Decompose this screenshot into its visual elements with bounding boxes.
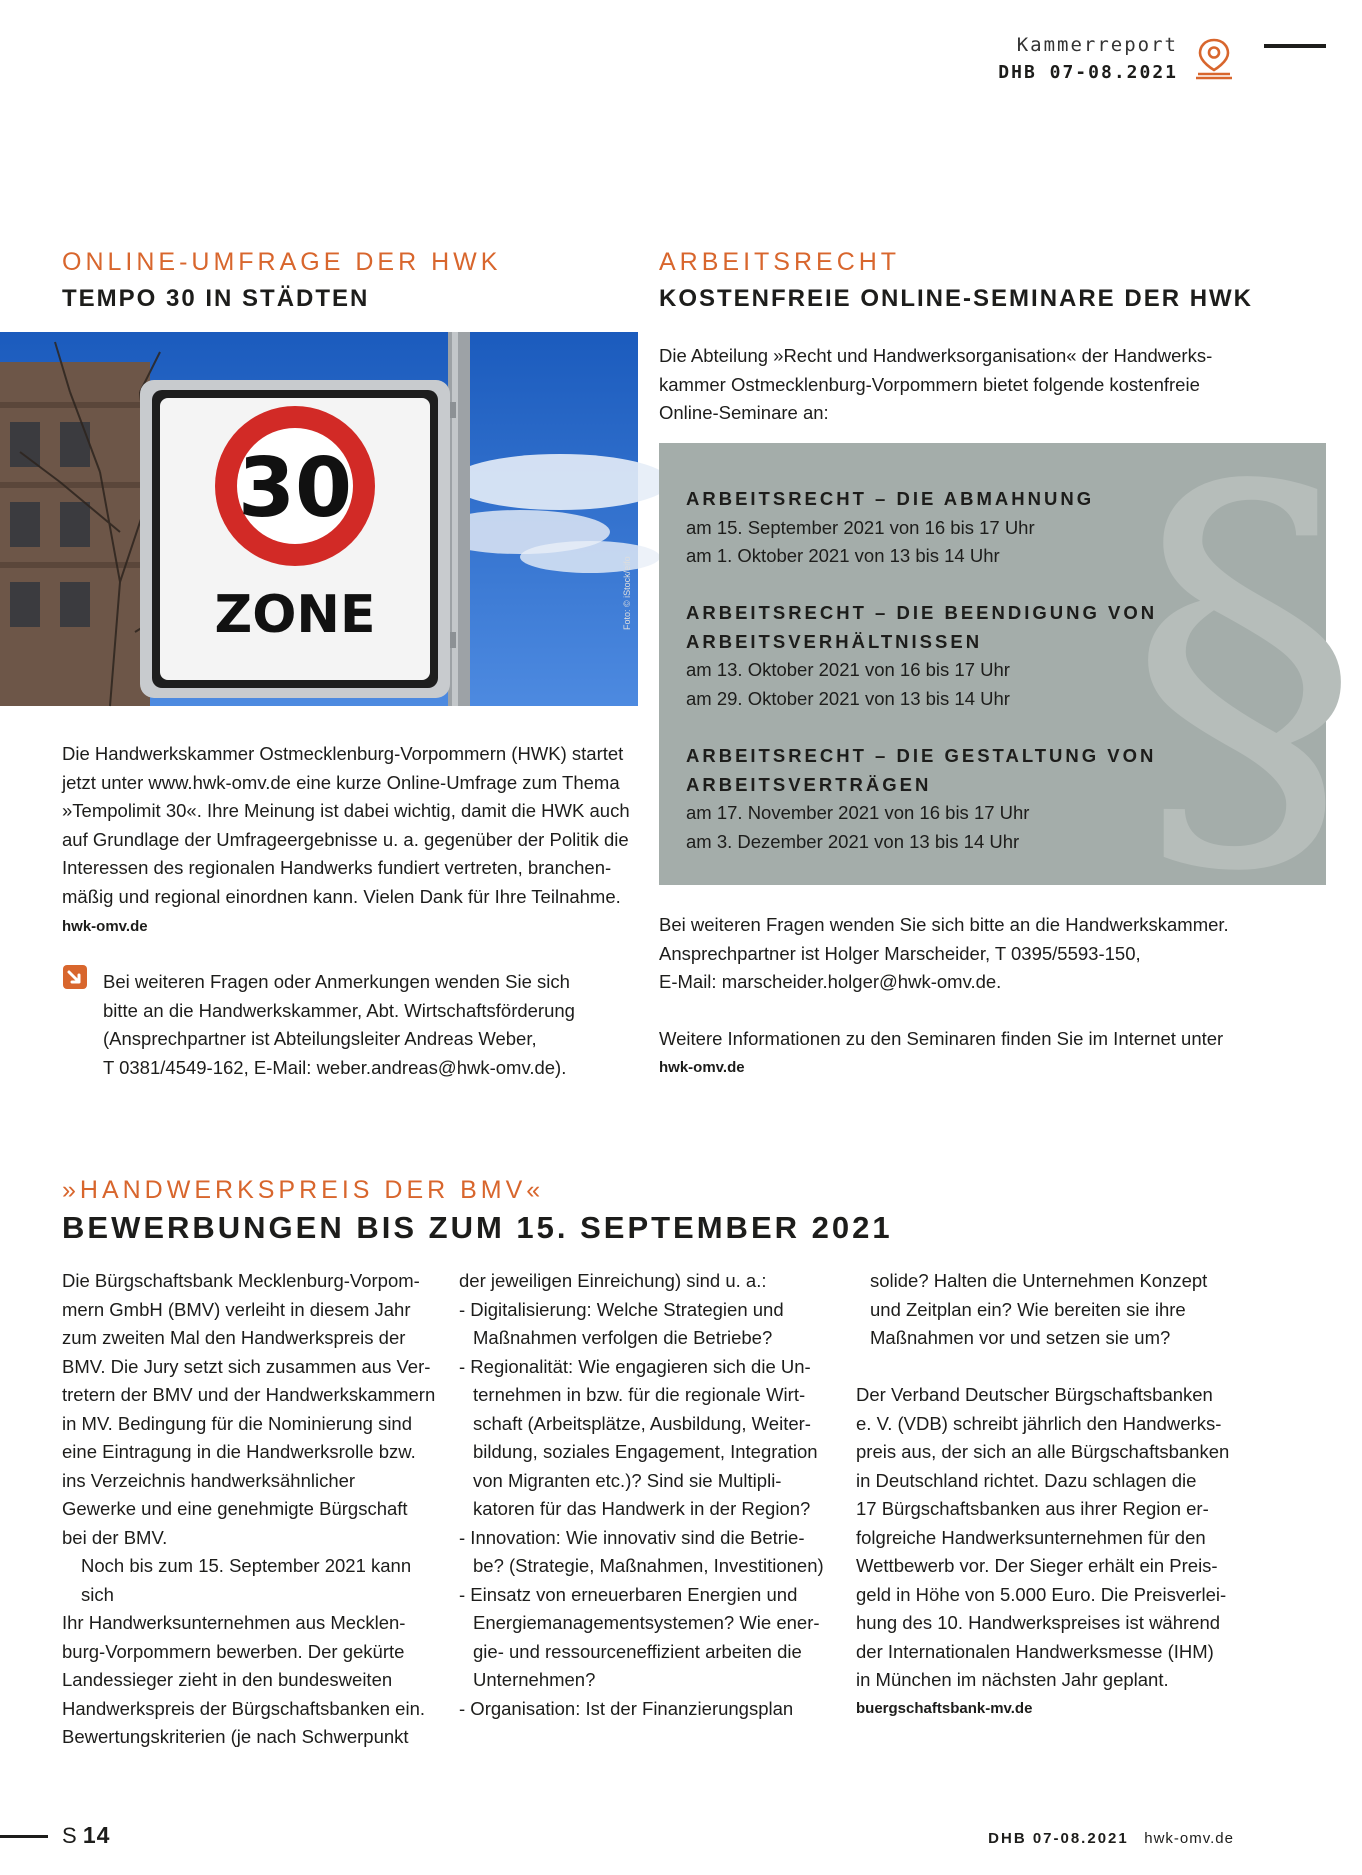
bottom-link[interactable]: buergschaftsbank-mv.de: [856, 1699, 1033, 1717]
criteria-list: [459, 1296, 839, 1724]
text-line: in Deutschland richtet. Dazu schlagen die: [856, 1469, 1197, 1491]
list-line: - Einsatz von erneuerbaren Energien und: [459, 1583, 798, 1605]
text-line: solide? Halten die Unternehmen Konzept: [870, 1270, 1208, 1291]
body-line: »Tempolimit 30«. Ihre Meinung ist dabei wichtig, damit die HWK auch: [62, 800, 630, 821]
seminar-date: am 17. November 2021 von 16 bis 17 Uhr: [686, 802, 1030, 823]
text-line: tretern der BMV und der Handwerkskammern: [62, 1384, 436, 1405]
list-item: [459, 1353, 839, 1524]
text-line: der Internationalen Handwerksmesse (IHM): [856, 1640, 1214, 1662]
footer-rule: [0, 1835, 48, 1838]
list-line: - Innovation: Wie innovativ sind die Betrie-: [459, 1526, 805, 1548]
list-line: bildung, soziales Engagement, Integration: [473, 1441, 818, 1462]
seminar-1: [686, 485, 1094, 571]
text-line: bei der BMV.: [62, 1526, 168, 1548]
right-kicker: ARBEITSRECHT: [659, 248, 901, 276]
footer-issue: [988, 1830, 1234, 1847]
footer-site[interactable]: hwk-omv.de: [1144, 1830, 1234, 1847]
left-link[interactable]: hwk-omv.de: [62, 918, 148, 935]
text-line: preis aus, der sich an alle Bürgschaftsbanken: [856, 1441, 1230, 1462]
seminar-date: am 1. Oktober 2021 von 13 bis 14 Uhr: [686, 545, 1000, 566]
seminar-date: am 3. Dezember 2021 von 13 bis 14 Uhr: [686, 830, 1020, 852]
list-line: von Migranten etc.)? Sind sie Multipli-: [473, 1469, 782, 1491]
note-line: (Ansprechpartner ist Abteilungsleiter Andreas Weber,: [103, 1028, 537, 1049]
body-line: Interessen des regionalen Handwerks fundiert vertreten, branchen-: [62, 857, 612, 878]
list-line: katoren für das Handwerk in der Region?: [473, 1498, 811, 1519]
seminar-3: [686, 742, 1156, 856]
list-line: - Regionalität: Wie engagieren sich die Un-: [459, 1355, 811, 1377]
text-line: BMV. Die Jury setzt sich zusammen aus Ver-: [62, 1355, 431, 1377]
body-line: auf Grundlage der Umfrageergebnisse u. a. gegenüber der Politik die: [62, 828, 629, 850]
text-line: e. V. (VDB) schreibt jährlich den Handwerks-: [856, 1412, 1222, 1434]
footer-issue-label: DHB 07-08.2021: [988, 1830, 1129, 1847]
issue-label: DHB 07-08.2021: [998, 62, 1178, 83]
contact-line: Ansprechpartner ist Holger Marscheider, T 0395/5593-150,: [659, 942, 1141, 964]
text-line: mern GmbH (BMV) verleiht in diesem Jahr: [62, 1298, 411, 1320]
note-line: bitte an die Handwerkskammer, Abt. Wirtschaftsförderung: [103, 999, 575, 1021]
list-line: be? (Strategie, Maßnahmen, Investitionen): [473, 1555, 824, 1576]
seminar-title: ARBEITSRECHT – DIE ABMAHNUNG: [686, 488, 1095, 509]
text-line: in München im nächsten Jahr geplant.: [856, 1669, 1169, 1690]
seminar-title: ARBEITSRECHT – DIE GESTALTUNG VON: [686, 745, 1157, 766]
text-line: Ihr Handwerksunternehmen aus Mecklen-: [62, 1612, 406, 1633]
intro-line: Die Abteilung »Recht und Handwerksorganisation« der Handwerks-: [659, 345, 1213, 366]
left-kicker: ONLINE-UMFRAGE DER HWK: [62, 248, 502, 276]
text-line: Gewerke und eine genehmigte Bürgschaft: [62, 1498, 408, 1519]
list-line: Unternehmen?: [473, 1669, 596, 1690]
spacer: [856, 1353, 1256, 1382]
page-number: [62, 1822, 110, 1849]
text-line: zum zweiten Mal den Handwerkspreis der: [62, 1327, 406, 1348]
arrow-down-right-icon: [63, 965, 87, 989]
seminar-date: am 13. Oktober 2021 von 16 bis 17 Uhr: [686, 659, 1010, 680]
left-headline: TEMPO 30 IN STÄDTEN: [62, 285, 370, 312]
text-line: 17 Bürgschaftsbanken aus ihrer Region er-: [856, 1498, 1209, 1519]
text-line: Bewertungskriterien (je nach Schwerpunkt: [62, 1726, 409, 1747]
text-line: Landessieger zieht in den bundesweiten: [62, 1669, 393, 1690]
location-pin-icon: [1194, 36, 1234, 80]
right-headline: KOSTENFREIE ONLINE-SEMINARE DER HWK: [659, 285, 1254, 312]
right-more-info: [659, 1025, 1299, 1082]
seminar-title: ARBEITSVERTRÄGEN: [686, 773, 932, 795]
left-body: [62, 740, 642, 942]
seminar-date: am 15. September 2021 von 16 bis 17 Uhr: [686, 516, 1035, 538]
text-line: burg-Vorpommern bewerben. Der gekürte: [62, 1640, 405, 1662]
right-contact: [659, 911, 1299, 997]
photo-credit: Foto: © iStock/eifo: [622, 556, 632, 630]
list-item: [459, 1524, 839, 1581]
note-line: T 0381/4549-162, E-Mail: weber.andreas@hwk-omv.de).: [103, 1056, 567, 1078]
text-line: Die Bürgschaftsbank Mecklenburg-Vorpom-: [62, 1270, 420, 1291]
sign-number: 30: [237, 441, 353, 536]
left-note: [103, 968, 643, 1082]
sign-word: ZONE: [214, 585, 376, 645]
text-line: und Zeitplan ein? Wie bereiten sie ihre: [870, 1298, 1186, 1320]
list-line: - Digitalisierung: Welche Strategien und: [459, 1298, 784, 1320]
text-line: Wettbewerb vor. Der Sieger erhält ein Preis-: [856, 1555, 1218, 1576]
seminar-title: ARBEITSRECHT – DIE BEENDIGUNG VON: [686, 602, 1158, 623]
list-line: schaft (Arbeitsplätze, Ausbildung, Weiter-: [473, 1412, 811, 1434]
page-prefix: S: [62, 1823, 77, 1848]
text-line: ins Verzeichnis handwerksähnlicher: [62, 1469, 356, 1491]
list-item: [459, 1695, 839, 1724]
text-line: eine Eintragung in die Handwerksrolle bzw.: [62, 1441, 416, 1462]
text-line: hung des 10. Handwerkspreises ist während: [856, 1612, 1221, 1633]
bottom-kicker: »HANDWERKSPREIS DER BMV«: [62, 1176, 545, 1204]
text-line: der jeweiligen Einreichung) sind u. a.:: [459, 1270, 767, 1291]
bottom-column-2: [459, 1267, 839, 1723]
seminar-date: am 29. Oktober 2021 von 13 bis 14 Uhr: [686, 687, 1010, 709]
text-line: Handwerkspreis der Bürgschaftsbanken ein.: [62, 1697, 425, 1719]
list-line: gie- und ressourceneffizient arbeiten die: [473, 1640, 802, 1662]
text-line: Der Verband Deutscher Bürgschaftsbanken: [856, 1384, 1213, 1405]
intro-line: kammer Ostmecklenburg-Vorpommern bietet folgende kostenfreie: [659, 373, 1200, 395]
body-line: jetzt unter www.hwk-omv.de eine kurze Online-Umfrage zum Thema: [62, 771, 620, 793]
list-item: [459, 1296, 839, 1353]
text-line: folgreiche Handwerksunternehmen für den: [856, 1526, 1206, 1548]
list-line: Energiemanagementsystemen? Wie ener-: [473, 1612, 820, 1633]
text-line: Maßnahmen vor und setzen sie um?: [870, 1327, 1171, 1348]
seminar-2: [686, 599, 1157, 713]
tempo-30-photo: [0, 332, 638, 706]
section-label: Kammerreport: [1016, 34, 1178, 56]
page-number-value: 14: [82, 1822, 111, 1848]
bottom-column-1: [62, 1267, 442, 1752]
bottom-column-3: [856, 1267, 1256, 1723]
seminar-title: ARBEITSVERHÄLTNISSEN: [686, 630, 983, 652]
note-line: Bei weiteren Fragen oder Anmerkungen wenden Sie sich: [103, 971, 570, 992]
text-line: geld in Höhe von 5.000 Euro. Die Preisverlei-: [856, 1583, 1227, 1605]
paragraph-symbol-icon: §: [1127, 389, 1362, 936]
more-info-line: Weitere Informationen zu den Seminaren finden Sie im Internet unter: [659, 1028, 1224, 1049]
contact-line: E-Mail: marscheider.holger@hwk-omv.de.: [659, 971, 1002, 992]
text-line: in MV. Bedingung für die Nominierung sind: [62, 1412, 413, 1434]
contact-line: Bei weiteren Fragen wenden Sie sich bitte an die Handwerkskammer.: [659, 914, 1229, 935]
bottom-headline: BEWERBUNGEN BIS ZUM 15. SEPTEMBER 2021: [62, 1210, 893, 1245]
body-line: Die Handwerkskammer Ostmecklenburg-Vorpommern (HWK) startet: [62, 743, 624, 764]
list-item: [459, 1581, 839, 1695]
list-line: ternehmen in bzw. für die regionale Wirt-: [473, 1384, 806, 1405]
list-line: Maßnahmen verfolgen die Betriebe?: [473, 1327, 773, 1348]
list-line: - Organisation: Ist der Finanzierungsplan: [459, 1697, 794, 1719]
intro-line: Online-Seminare an:: [659, 402, 829, 423]
right-link[interactable]: hwk-omv.de: [659, 1058, 745, 1076]
body-line: mäßig und regional einordnen kann. Vielen Dank für Ihre Teilnahme.: [62, 885, 621, 907]
header-rule: [1264, 44, 1326, 48]
text-line: Noch bis zum 15. September 2021 kann sich: [81, 1555, 412, 1605]
